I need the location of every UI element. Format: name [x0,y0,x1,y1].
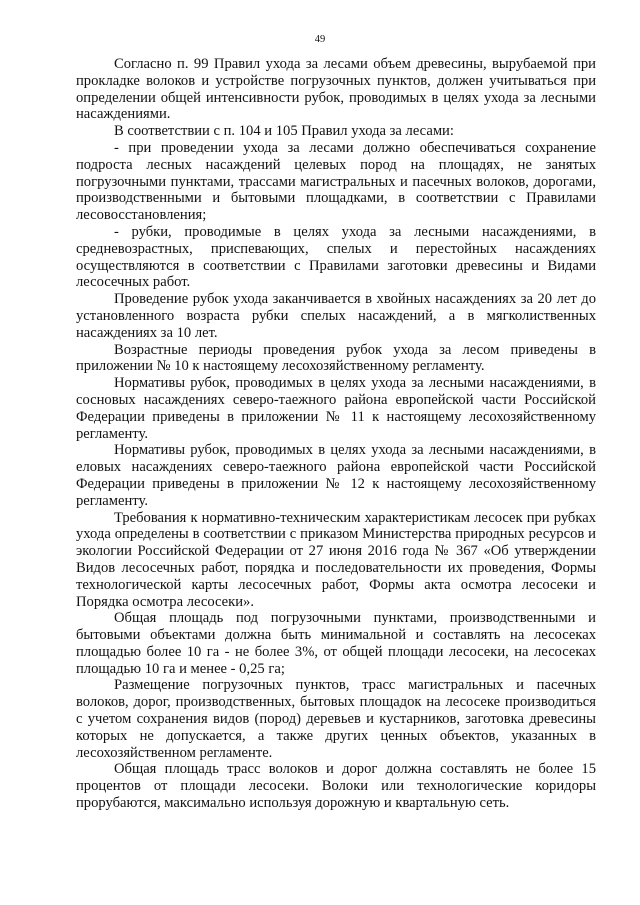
paragraph-6: Возрастные периоды проведения рубок ухода за лесом приведены в приложении № 10 к настоящему лесохозяйственному регламенту. [76,341,596,375]
paragraph-11: Размещение погрузочных пунктов, трасс магистральных и пасечных волоков, дорог, производственных, бытовых площадок на лесосеке производиться с учетом сохранения видов (пород) деревьев и кустарников, заготовка древесины которых не допускается, а также других ценных объектов, указанных в лесохозяйственном регламенте. [76,677,596,761]
paragraph-12: Общая площадь трасс волоков и дорог должна составлять не более 15 процентов от площади лесосеки. Волоки или технологические коридоры прорубаются, максимально используя дорожную и квартальную сеть. [76,761,596,812]
paragraph-10: Общая площадь под погрузочными пунктами, производственными и бытовыми объектами должна быть минимальной и составлять на лесосеках площадью более 10 га - не более 3%, от общей площади лесосеки, на лесосеках площадью 10 га и менее - 0,25 га; [76,610,596,677]
paragraph-8: Нормативы рубок, проводимых в целях ухода за лесными насаждениями, в еловых насаждениях северо-таежного района европейской части Российской Федерации приведены в приложении № 12 к настоящему лесохозяйственному регламенту. [76,442,596,509]
document-body [76,56,596,812]
paragraph-3: - при проведении ухода за лесами должно обеспечиваться сохранение подроста лесных насаждений целевых пород на площадях, не занятых погрузочными пунктами, трассами магистральных и пасечных волоков, дорогами, производственными и бытовыми площадками, в соответствии с Правилами лесовосстановления; [76,139,596,224]
paragraph-5: Проведение рубок ухода заканчивается в хвойных насаждениях за 20 лет до установленного возраста рубки спелых насаждений, а в мягколиственных насаждениях за 10 лет. [76,291,596,341]
page-number: 49 [314,34,326,45]
paragraph-7: Нормативы рубок, проводимых в целях ухода за лесными насаждениями, в сосновых насаждениях северо-таежного района европейской части Российской Федерации приведены в приложении № 11 к настоящему лесохозяйственному регламенту. [76,375,596,442]
paragraph-4: - рубки, проводимые в целях ухода за лесными насаждениями, в средневозрастных, приспевающих, спелых и перестойных насаждениях осуществляются в соответствии с Правилами заготовки древесины и Видами лесосечных работ. [76,223,596,291]
paragraph-2: В соответствии с п. 104 и 105 Правил ухода за лесами: [114,123,454,140]
paragraph-9: Требования к нормативно-техническим характеристикам лесосек при рубках ухода определены в соответствии с приказом Министерства природных ресурсов и экологии Российской Федерации от 27 июня 2016 года № 367 «Об утверждении Видов лесосечных работ, порядка и последовательности их проведения, Формы технологической карты лесосечных работ, Формы акта осмотра лесосеки и Порядка осмотра лесосеки». [76,509,596,610]
paragraph-1: Согласно п. 99 Правил ухода за лесами объем древесины, вырубаемой при прокладке волоков и устройстве погрузочных пунктов, должен учитываться при определении общей интенсивности рубок, проводимых в целях ухода за лесными насаждениями. [76,56,596,123]
